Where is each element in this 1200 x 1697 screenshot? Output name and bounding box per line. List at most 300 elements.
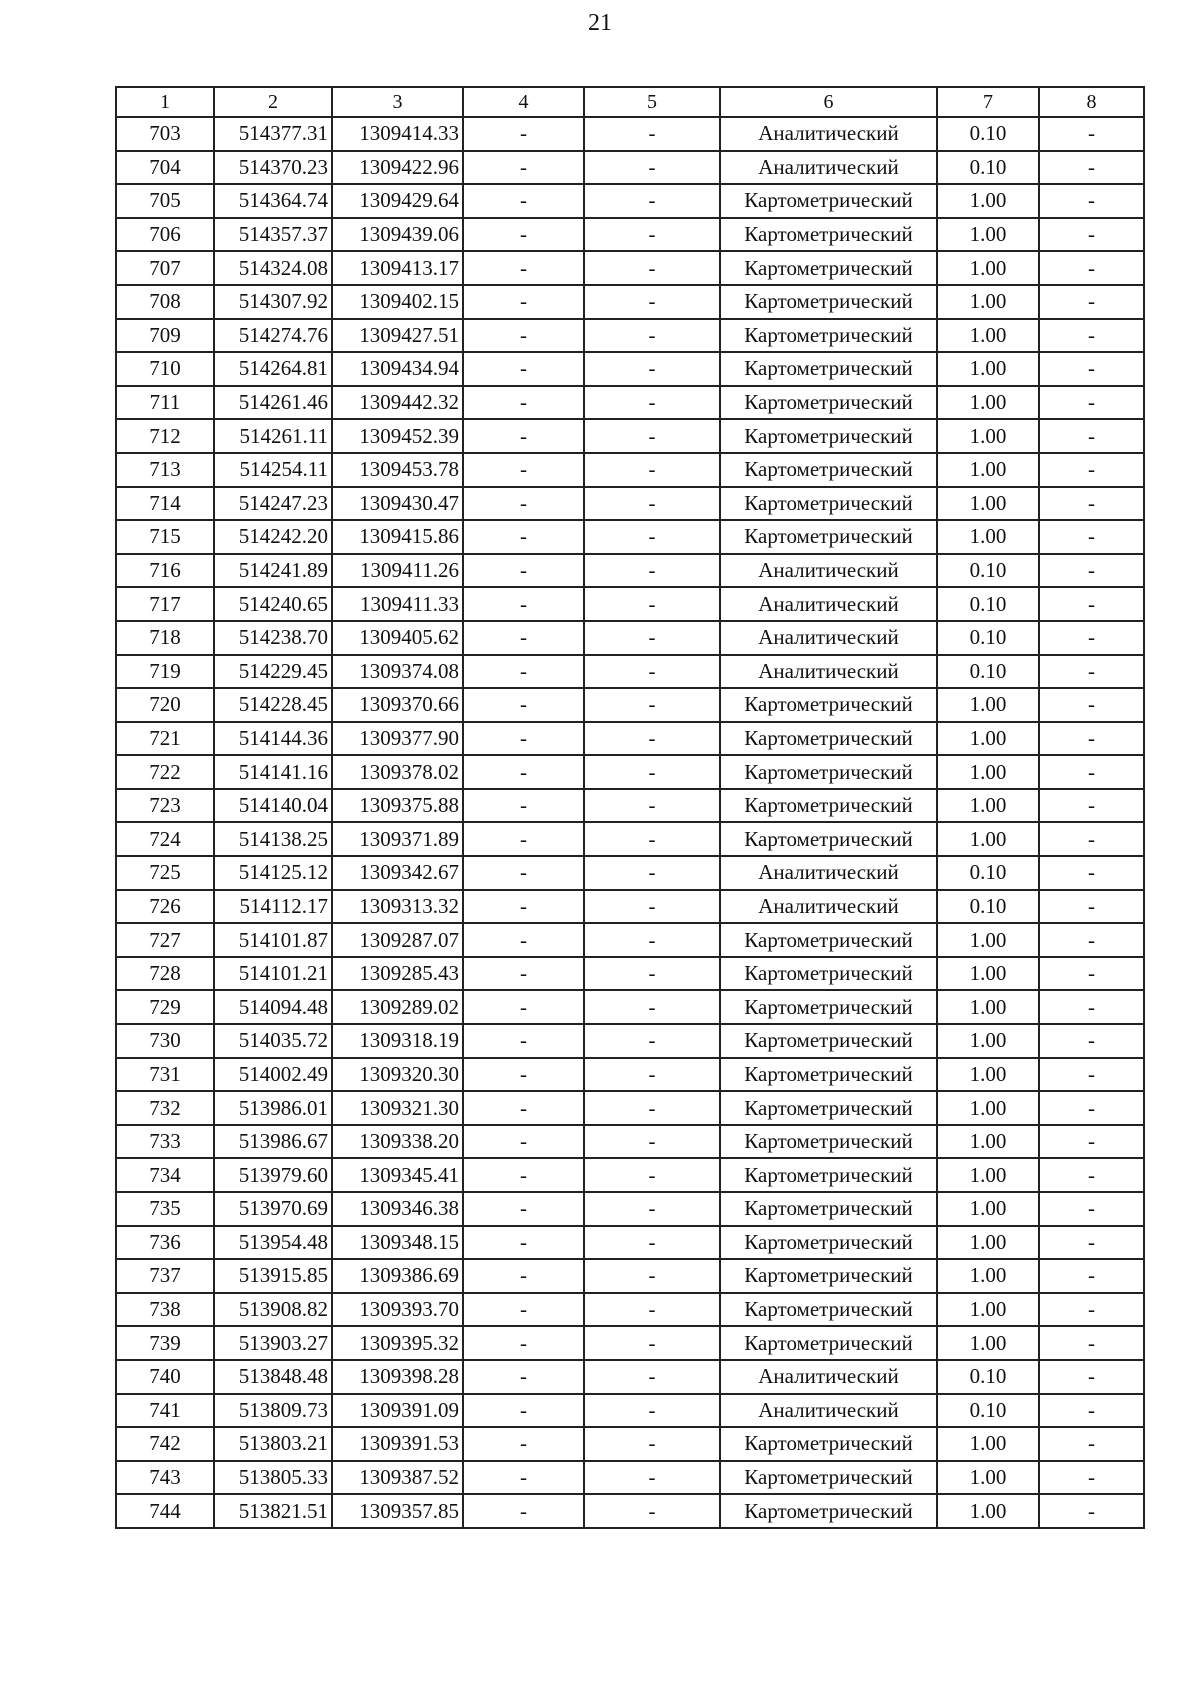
cell-method: Картометрический	[720, 1125, 937, 1159]
cell-col-4-value: -	[463, 587, 584, 621]
cell-y-coordinate: 1309422.96	[332, 151, 463, 185]
cell-x-coordinate: 513970.69	[214, 1192, 332, 1226]
table-row	[116, 319, 1144, 353]
cell-col-8-value: -	[1039, 520, 1144, 554]
cell-col-5-value: -	[584, 923, 720, 957]
cell-method: Картометрический	[720, 1091, 937, 1125]
cell-col-8-value: -	[1039, 856, 1144, 890]
table-row	[116, 688, 1144, 722]
table-row	[116, 117, 1144, 151]
cell-col-8-value: -	[1039, 453, 1144, 487]
cell-method: Картометрический	[720, 957, 937, 991]
cell-x-coordinate: 514138.25	[214, 822, 332, 856]
table-row	[116, 352, 1144, 386]
cell-method: Картометрический	[720, 1293, 937, 1327]
cell-method: Картометрический	[720, 1259, 937, 1293]
table-row	[116, 554, 1144, 588]
cell-col-8-value: -	[1039, 1427, 1144, 1461]
cell-x-coordinate: 514238.70	[214, 621, 332, 655]
cell-col-4-value: -	[463, 990, 584, 1024]
cell-y-coordinate: 1309391.09	[332, 1394, 463, 1428]
cell-y-coordinate: 1309287.07	[332, 923, 463, 957]
table-row	[116, 1024, 1144, 1058]
cell-col-8-value: -	[1039, 184, 1144, 218]
cell-col-8-value: -	[1039, 319, 1144, 353]
cell-col-8-value: -	[1039, 487, 1144, 521]
cell-col-8-value: -	[1039, 1394, 1144, 1428]
cell-method: Картометрический	[720, 1192, 937, 1226]
table-row	[116, 184, 1144, 218]
cell-col-5-value: -	[584, 1226, 720, 1260]
cell-col-4-value: -	[463, 117, 584, 151]
cell-col-5-value: -	[584, 822, 720, 856]
cell-col-5-value: -	[584, 419, 720, 453]
cell-col-4-value: -	[463, 1058, 584, 1092]
cell-y-coordinate: 1309434.94	[332, 352, 463, 386]
cell-col-5-value: -	[584, 285, 720, 319]
cell-col-5-value: -	[584, 1293, 720, 1327]
cell-x-coordinate: 514307.92	[214, 285, 332, 319]
table-row	[116, 419, 1144, 453]
cell-method: Картометрический	[720, 218, 937, 252]
cell-method: Картометрический	[720, 1058, 937, 1092]
cell-col-8-value: -	[1039, 688, 1144, 722]
cell-x-coordinate: 514125.12	[214, 856, 332, 890]
cell-col-5-value: -	[584, 688, 720, 722]
cell-col-4-value: -	[463, 1494, 584, 1528]
cell-col-5-value: -	[584, 319, 720, 353]
cell-accuracy: 1.00	[937, 990, 1039, 1024]
cell-point-number: 707	[116, 251, 214, 285]
table-body	[116, 117, 1144, 1528]
table-row	[116, 755, 1144, 789]
cell-y-coordinate: 1309342.67	[332, 856, 463, 890]
cell-col-5-value: -	[584, 251, 720, 285]
cell-col-8-value: -	[1039, 789, 1144, 823]
cell-accuracy: 1.00	[937, 352, 1039, 386]
cell-col-5-value: -	[584, 453, 720, 487]
cell-method: Картометрический	[720, 1326, 937, 1360]
cell-accuracy: 1.00	[937, 789, 1039, 823]
cell-method: Картометрический	[720, 789, 937, 823]
cell-accuracy: 1.00	[937, 755, 1039, 789]
cell-col-8-value: -	[1039, 1024, 1144, 1058]
cell-col-5-value: -	[584, 520, 720, 554]
cell-x-coordinate: 514264.81	[214, 352, 332, 386]
cell-method: Аналитический	[720, 587, 937, 621]
cell-col-8-value: -	[1039, 386, 1144, 420]
cell-point-number: 728	[116, 957, 214, 991]
table-row	[116, 957, 1144, 991]
cell-x-coordinate: 513986.67	[214, 1125, 332, 1159]
cell-col-5-value: -	[584, 184, 720, 218]
cell-accuracy: 1.00	[937, 1125, 1039, 1159]
cell-col-4-value: -	[463, 1259, 584, 1293]
cell-accuracy: 1.00	[937, 184, 1039, 218]
cell-col-8-value: -	[1039, 1360, 1144, 1394]
table-header-row	[116, 87, 1144, 117]
cell-point-number: 743	[116, 1461, 214, 1495]
cell-method: Аналитический	[720, 151, 937, 185]
cell-col-4-value: -	[463, 655, 584, 689]
cell-col-4-value: -	[463, 1158, 584, 1192]
cell-y-coordinate: 1309346.38	[332, 1192, 463, 1226]
cell-x-coordinate: 513986.01	[214, 1091, 332, 1125]
cell-col-8-value: -	[1039, 1091, 1144, 1125]
cell-x-coordinate: 513979.60	[214, 1158, 332, 1192]
header-col-8: 8	[1039, 87, 1144, 117]
cell-point-number: 722	[116, 755, 214, 789]
header-col-2: 2	[214, 87, 332, 117]
cell-col-8-value: -	[1039, 1494, 1144, 1528]
cell-col-8-value: -	[1039, 621, 1144, 655]
cell-x-coordinate: 513803.21	[214, 1427, 332, 1461]
cell-method: Аналитический	[720, 621, 937, 655]
cell-col-8-value: -	[1039, 554, 1144, 588]
cell-col-4-value: -	[463, 621, 584, 655]
cell-col-4-value: -	[463, 1326, 584, 1360]
cell-col-4-value: -	[463, 923, 584, 957]
cell-method: Картометрический	[720, 419, 937, 453]
cell-col-4-value: -	[463, 319, 584, 353]
cell-col-8-value: -	[1039, 957, 1144, 991]
cell-col-4-value: -	[463, 1024, 584, 1058]
cell-x-coordinate: 513809.73	[214, 1394, 332, 1428]
cell-col-5-value: -	[584, 1427, 720, 1461]
cell-col-5-value: -	[584, 722, 720, 756]
cell-point-number: 720	[116, 688, 214, 722]
cell-col-8-value: -	[1039, 285, 1144, 319]
cell-col-4-value: -	[463, 1192, 584, 1226]
cell-accuracy: 1.00	[937, 722, 1039, 756]
table-row	[116, 990, 1144, 1024]
cell-x-coordinate: 514370.23	[214, 151, 332, 185]
cell-point-number: 719	[116, 655, 214, 689]
cell-method: Картометрический	[720, 487, 937, 521]
cell-accuracy: 1.00	[937, 1192, 1039, 1226]
header-col-7: 7	[937, 87, 1039, 117]
cell-col-4-value: -	[463, 1360, 584, 1394]
cell-col-4-value: -	[463, 352, 584, 386]
cell-x-coordinate: 514274.76	[214, 319, 332, 353]
table-row	[116, 1158, 1144, 1192]
cell-accuracy: 0.10	[937, 1360, 1039, 1394]
cell-accuracy: 1.00	[937, 1259, 1039, 1293]
cell-point-number: 736	[116, 1226, 214, 1260]
cell-method: Картометрический	[720, 251, 937, 285]
cell-method: Картометрический	[720, 352, 937, 386]
cell-col-4-value: -	[463, 386, 584, 420]
cell-col-4-value: -	[463, 285, 584, 319]
cell-x-coordinate: 514242.20	[214, 520, 332, 554]
cell-method: Картометрический	[720, 923, 937, 957]
cell-x-coordinate: 513821.51	[214, 1494, 332, 1528]
cell-col-4-value: -	[463, 822, 584, 856]
cell-col-5-value: -	[584, 554, 720, 588]
cell-y-coordinate: 1309453.78	[332, 453, 463, 487]
cell-accuracy: 0.10	[937, 587, 1039, 621]
cell-col-5-value: -	[584, 1494, 720, 1528]
cell-x-coordinate: 514240.65	[214, 587, 332, 621]
cell-accuracy: 1.00	[937, 957, 1039, 991]
table-row	[116, 453, 1144, 487]
cell-col-4-value: -	[463, 218, 584, 252]
cell-accuracy: 0.10	[937, 554, 1039, 588]
cell-col-5-value: -	[584, 151, 720, 185]
cell-y-coordinate: 1309442.32	[332, 386, 463, 420]
cell-y-coordinate: 1309411.26	[332, 554, 463, 588]
cell-method: Картометрический	[720, 688, 937, 722]
cell-y-coordinate: 1309398.28	[332, 1360, 463, 1394]
cell-point-number: 723	[116, 789, 214, 823]
cell-col-8-value: -	[1039, 890, 1144, 924]
cell-method: Картометрический	[720, 520, 937, 554]
cell-col-5-value: -	[584, 856, 720, 890]
cell-col-4-value: -	[463, 1091, 584, 1125]
cell-method: Аналитический	[720, 655, 937, 689]
cell-method: Аналитический	[720, 1394, 937, 1428]
cell-accuracy: 0.10	[937, 151, 1039, 185]
cell-point-number: 717	[116, 587, 214, 621]
cell-point-number: 732	[116, 1091, 214, 1125]
cell-y-coordinate: 1309371.89	[332, 822, 463, 856]
cell-col-8-value: -	[1039, 1293, 1144, 1327]
cell-col-5-value: -	[584, 890, 720, 924]
cell-accuracy: 0.10	[937, 856, 1039, 890]
cell-x-coordinate: 514035.72	[214, 1024, 332, 1058]
cell-point-number: 725	[116, 856, 214, 890]
cell-method: Аналитический	[720, 117, 937, 151]
table-row	[116, 1461, 1144, 1495]
cell-accuracy: 1.00	[937, 419, 1039, 453]
table-row	[116, 1494, 1144, 1528]
header-col-6: 6	[720, 87, 937, 117]
page-number: 21	[588, 10, 612, 36]
cell-x-coordinate: 514094.48	[214, 990, 332, 1024]
cell-method: Картометрический	[720, 1024, 937, 1058]
cell-method: Аналитический	[720, 1360, 937, 1394]
table-row	[116, 587, 1144, 621]
cell-y-coordinate: 1309429.64	[332, 184, 463, 218]
cell-col-4-value: -	[463, 1461, 584, 1495]
cell-col-5-value: -	[584, 655, 720, 689]
cell-y-coordinate: 1309378.02	[332, 755, 463, 789]
cell-x-coordinate: 514261.46	[214, 386, 332, 420]
cell-col-4-value: -	[463, 856, 584, 890]
cell-x-coordinate: 513908.82	[214, 1293, 332, 1327]
cell-accuracy: 1.00	[937, 1293, 1039, 1327]
cell-col-8-value: -	[1039, 755, 1144, 789]
cell-y-coordinate: 1309439.06	[332, 218, 463, 252]
table-row	[116, 1394, 1144, 1428]
table-row	[116, 856, 1144, 890]
cell-col-8-value: -	[1039, 218, 1144, 252]
cell-col-5-value: -	[584, 789, 720, 823]
cell-y-coordinate: 1309405.62	[332, 621, 463, 655]
cell-col-5-value: -	[584, 1326, 720, 1360]
table-row	[116, 722, 1144, 756]
cell-col-8-value: -	[1039, 923, 1144, 957]
cell-col-4-value: -	[463, 1125, 584, 1159]
cell-y-coordinate: 1309313.32	[332, 890, 463, 924]
cell-point-number: 735	[116, 1192, 214, 1226]
cell-point-number: 742	[116, 1427, 214, 1461]
cell-x-coordinate: 514241.89	[214, 554, 332, 588]
cell-point-number: 712	[116, 419, 214, 453]
cell-x-coordinate: 514228.45	[214, 688, 332, 722]
cell-point-number: 709	[116, 319, 214, 353]
cell-y-coordinate: 1309289.02	[332, 990, 463, 1024]
cell-accuracy: 1.00	[937, 386, 1039, 420]
cell-point-number: 713	[116, 453, 214, 487]
cell-y-coordinate: 1309375.88	[332, 789, 463, 823]
cell-point-number: 730	[116, 1024, 214, 1058]
cell-point-number: 716	[116, 554, 214, 588]
cell-accuracy: 1.00	[937, 1091, 1039, 1125]
cell-accuracy: 1.00	[937, 923, 1039, 957]
cell-y-coordinate: 1309427.51	[332, 319, 463, 353]
cell-point-number: 738	[116, 1293, 214, 1327]
coordinates-table	[115, 86, 1145, 1529]
cell-col-4-value: -	[463, 722, 584, 756]
cell-col-4-value: -	[463, 688, 584, 722]
cell-col-5-value: -	[584, 587, 720, 621]
table-row	[116, 520, 1144, 554]
cell-col-5-value: -	[584, 352, 720, 386]
cell-y-coordinate: 1309318.19	[332, 1024, 463, 1058]
cell-col-8-value: -	[1039, 1326, 1144, 1360]
cell-x-coordinate: 514247.23	[214, 487, 332, 521]
table-row	[116, 285, 1144, 319]
cell-accuracy: 1.00	[937, 1024, 1039, 1058]
cell-col-4-value: -	[463, 1394, 584, 1428]
table-row	[116, 1293, 1144, 1327]
cell-method: Картометрический	[720, 822, 937, 856]
cell-point-number: 733	[116, 1125, 214, 1159]
cell-col-5-value: -	[584, 487, 720, 521]
table-row	[116, 386, 1144, 420]
cell-method: Картометрический	[720, 722, 937, 756]
cell-x-coordinate: 514377.31	[214, 117, 332, 151]
table-row	[116, 1360, 1144, 1394]
cell-y-coordinate: 1309402.15	[332, 285, 463, 319]
cell-y-coordinate: 1309452.39	[332, 419, 463, 453]
cell-accuracy: 1.00	[937, 285, 1039, 319]
cell-point-number: 710	[116, 352, 214, 386]
cell-y-coordinate: 1309413.17	[332, 251, 463, 285]
cell-point-number: 715	[116, 520, 214, 554]
cell-x-coordinate: 514324.08	[214, 251, 332, 285]
cell-col-8-value: -	[1039, 655, 1144, 689]
cell-accuracy: 1.00	[937, 453, 1039, 487]
cell-col-5-value: -	[584, 1259, 720, 1293]
cell-y-coordinate: 1309338.20	[332, 1125, 463, 1159]
cell-col-4-value: -	[463, 487, 584, 521]
table-row	[116, 1125, 1144, 1159]
header-col-5: 5	[584, 87, 720, 117]
header-col-3: 3	[332, 87, 463, 117]
cell-y-coordinate: 1309430.47	[332, 487, 463, 521]
cell-x-coordinate: 513903.27	[214, 1326, 332, 1360]
cell-method: Картометрический	[720, 1226, 937, 1260]
cell-y-coordinate: 1309395.32	[332, 1326, 463, 1360]
cell-col-8-value: -	[1039, 1226, 1144, 1260]
cell-col-8-value: -	[1039, 822, 1144, 856]
cell-col-5-value: -	[584, 1158, 720, 1192]
cell-col-4-value: -	[463, 520, 584, 554]
cell-method: Картометрический	[720, 319, 937, 353]
cell-method: Картометрический	[720, 184, 937, 218]
table-row	[116, 1058, 1144, 1092]
cell-accuracy: 0.10	[937, 655, 1039, 689]
cell-col-5-value: -	[584, 1461, 720, 1495]
cell-x-coordinate: 513954.48	[214, 1226, 332, 1260]
cell-point-number: 727	[116, 923, 214, 957]
cell-y-coordinate: 1309391.53	[332, 1427, 463, 1461]
cell-accuracy: 1.00	[937, 1226, 1039, 1260]
cell-x-coordinate: 514140.04	[214, 789, 332, 823]
cell-col-4-value: -	[463, 755, 584, 789]
cell-y-coordinate: 1309345.41	[332, 1158, 463, 1192]
cell-col-8-value: -	[1039, 419, 1144, 453]
cell-method: Аналитический	[720, 890, 937, 924]
table-row	[116, 789, 1144, 823]
cell-col-5-value: -	[584, 1091, 720, 1125]
cell-x-coordinate: 514357.37	[214, 218, 332, 252]
cell-x-coordinate: 514261.11	[214, 419, 332, 453]
cell-point-number: 731	[116, 1058, 214, 1092]
table-row	[116, 251, 1144, 285]
cell-accuracy: 1.00	[937, 1158, 1039, 1192]
cell-accuracy: 1.00	[937, 218, 1039, 252]
cell-y-coordinate: 1309357.85	[332, 1494, 463, 1528]
cell-x-coordinate: 514144.36	[214, 722, 332, 756]
cell-accuracy: 1.00	[937, 251, 1039, 285]
cell-method: Аналитический	[720, 554, 937, 588]
cell-col-4-value: -	[463, 1226, 584, 1260]
cell-col-4-value: -	[463, 453, 584, 487]
cell-accuracy: 1.00	[937, 688, 1039, 722]
cell-method: Картометрический	[720, 1427, 937, 1461]
cell-col-8-value: -	[1039, 151, 1144, 185]
cell-point-number: 714	[116, 487, 214, 521]
cell-point-number: 718	[116, 621, 214, 655]
cell-y-coordinate: 1309411.33	[332, 587, 463, 621]
cell-y-coordinate: 1309415.86	[332, 520, 463, 554]
table-row	[116, 487, 1144, 521]
table-row	[116, 923, 1144, 957]
table-row	[116, 1259, 1144, 1293]
cell-accuracy: 1.00	[937, 520, 1039, 554]
cell-point-number: 708	[116, 285, 214, 319]
cell-y-coordinate: 1309393.70	[332, 1293, 463, 1327]
cell-col-4-value: -	[463, 554, 584, 588]
cell-col-4-value: -	[463, 251, 584, 285]
header-col-4: 4	[463, 87, 584, 117]
cell-accuracy: 1.00	[937, 1058, 1039, 1092]
cell-col-4-value: -	[463, 1293, 584, 1327]
cell-y-coordinate: 1309414.33	[332, 117, 463, 151]
cell-col-4-value: -	[463, 419, 584, 453]
table-row	[116, 218, 1144, 252]
cell-col-8-value: -	[1039, 117, 1144, 151]
cell-y-coordinate: 1309348.15	[332, 1226, 463, 1260]
cell-accuracy: 1.00	[937, 319, 1039, 353]
table-row	[116, 621, 1144, 655]
table-row	[116, 655, 1144, 689]
cell-col-5-value: -	[584, 218, 720, 252]
cell-x-coordinate: 514101.87	[214, 923, 332, 957]
